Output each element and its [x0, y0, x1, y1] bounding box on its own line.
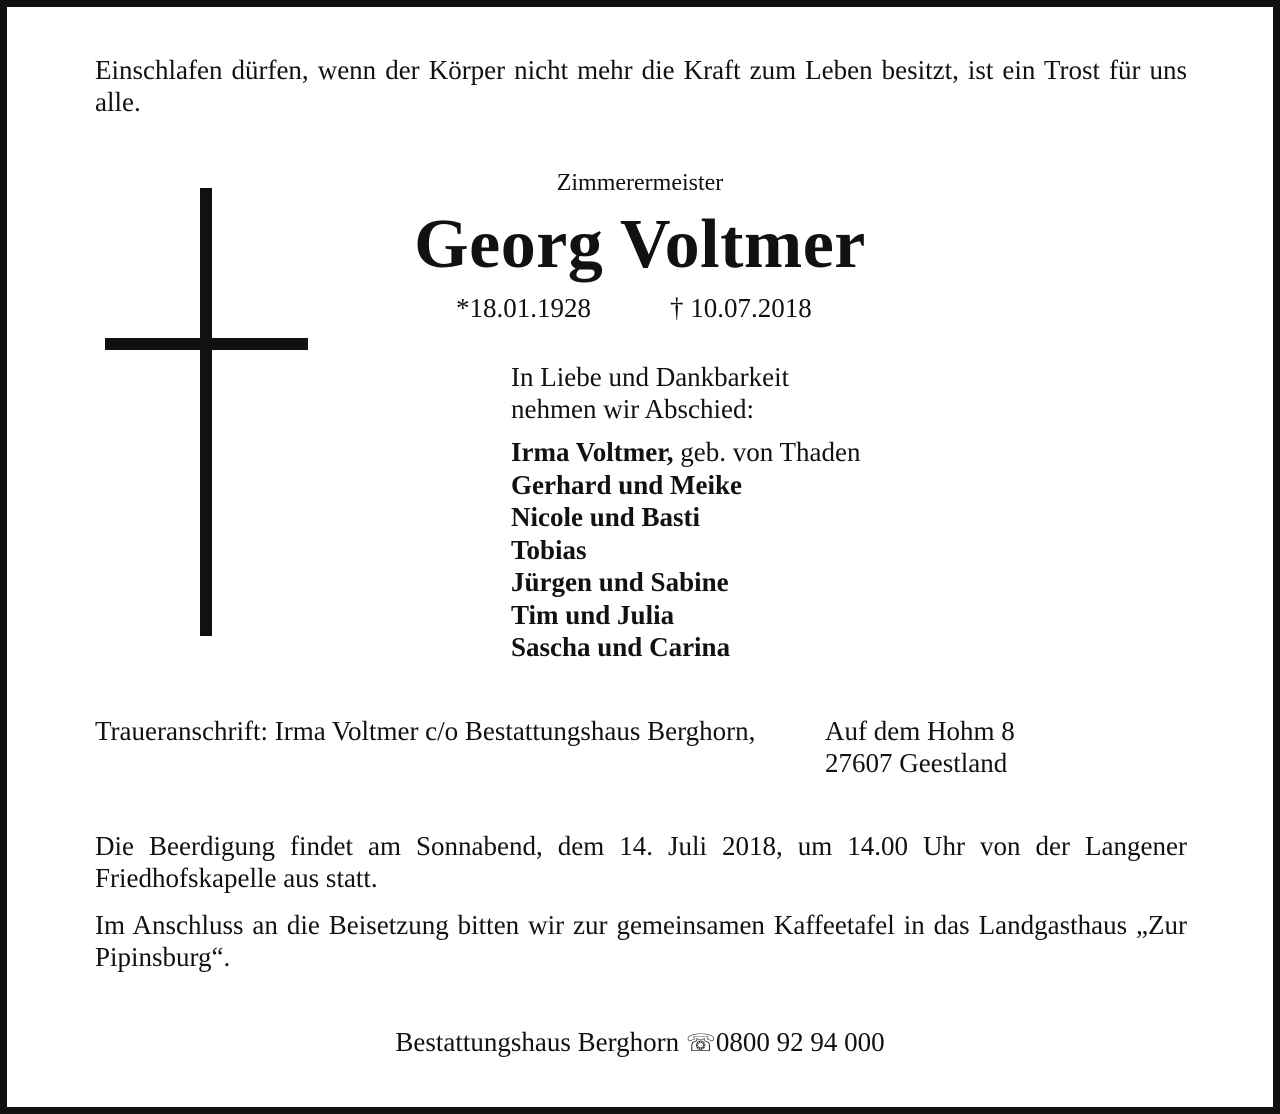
- farewell-line: nehmen wir Abschied:: [511, 394, 754, 424]
- mourner-name: Sascha und Carina: [511, 632, 731, 662]
- mourner-row: [511, 534, 860, 567]
- mourning-address-lines: [825, 715, 1015, 779]
- farewell-line: In Liebe und Dankbarkeit: [511, 362, 790, 392]
- reception-info: Im Anschluss an die Beisetzung bitten wir zur gemeinsamen Kaffeetafel in das Landgasthaus „Zur Pipinsburg“.: [95, 910, 1187, 972]
- deceased-profession: Zimmerermeister: [556, 170, 724, 196]
- cross-horizontal-beam: [105, 338, 308, 350]
- cross-icon: [105, 188, 308, 636]
- mourner-row: [511, 599, 860, 632]
- funeral-home-footer: [0, 1026, 1280, 1059]
- death-date: † 10.07.2018: [670, 293, 812, 323]
- mourning-address-label: Traueranschrift: Irma Voltmer c/o Bestattungshaus Berghorn,: [95, 716, 756, 746]
- mourner-name: Tobias: [511, 534, 587, 565]
- mourner-row: [511, 501, 860, 534]
- farewell-text: [511, 361, 789, 425]
- address-city: 27607 Geestland: [825, 748, 1008, 778]
- funeral-home-name: Bestattungshaus Berghorn: [395, 1027, 680, 1057]
- address-street: Auf dem Hohm 8: [825, 716, 1015, 746]
- phone-number: 0800 92 94 000: [715, 1027, 885, 1057]
- mourner-name: Gerhard und Meike: [511, 469, 743, 500]
- phone-icon: ☏: [685, 1029, 716, 1057]
- mourner-name: Nicole und Basti: [511, 502, 701, 532]
- mourners-list: [511, 436, 860, 664]
- birth-date: *18.01.1928: [456, 293, 591, 323]
- funeral-info: Die Beerdigung findet am Sonnabend, dem 14. Juli 2018, um 14.00 Uhr von der Langener Friedhofskapelle aus statt.: [95, 831, 1187, 893]
- deceased-name: Georg Voltmer: [414, 206, 866, 283]
- mourner-name: Tim und Julia: [511, 599, 675, 630]
- mourner-row: [511, 469, 860, 502]
- mourner-row: [511, 436, 860, 469]
- mourner-note: geb. von Thaden: [673, 437, 861, 467]
- intro-quote: Einschlafen dürfen, wenn der Körper nicht mehr die Kraft zum Leben besitzt, ist ein Trost für uns alle.: [95, 55, 1187, 117]
- cross-vertical-beam: [200, 188, 212, 636]
- mourner-row: [511, 631, 860, 664]
- mourner-name: Jürgen und Sabine: [511, 567, 729, 597]
- mourner-name: Irma Voltmer,: [511, 437, 674, 467]
- mourner-row: [511, 566, 860, 599]
